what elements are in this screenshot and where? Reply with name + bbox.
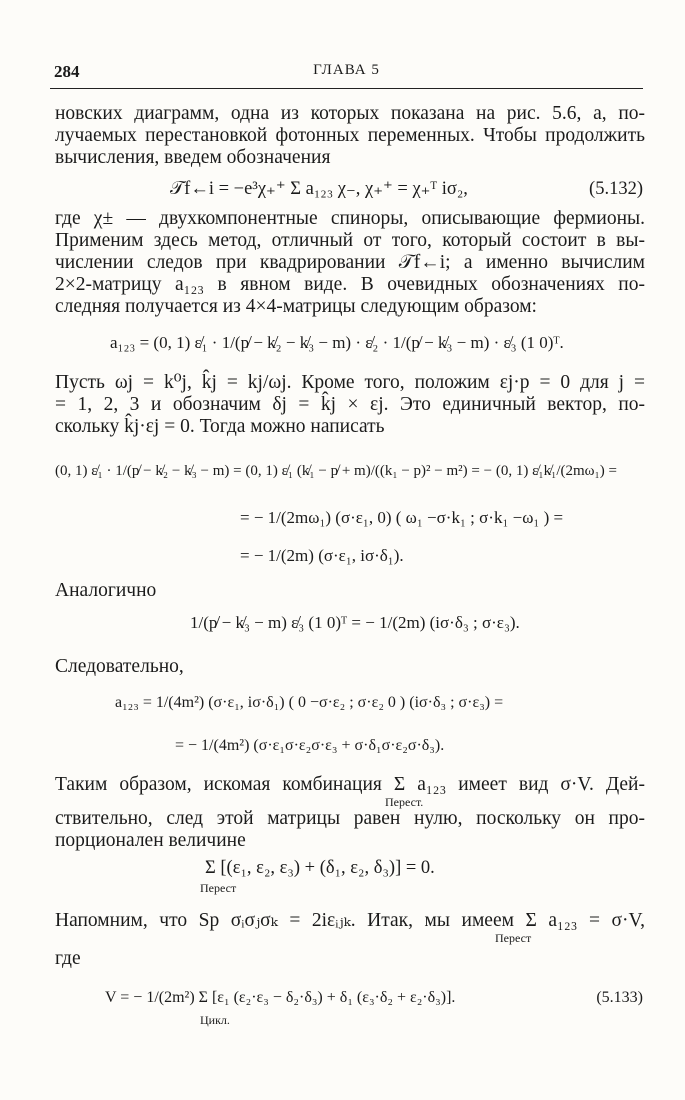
text-line: где bbox=[55, 948, 81, 969]
equation-body: V = − 1/(2m²) Σ [ε₁ (ε₂·ε₃ − δ₂·δ₃) + δ₁ (ε₃·δ₂ + ε₂·δ₃)]. bbox=[105, 989, 456, 1006]
text-line: = 1, 2, 3 и обозначим δj = k̂j × εj. Это единичный вектор, по- bbox=[55, 394, 645, 415]
text-line: порционален величине bbox=[55, 830, 246, 851]
paragraph-5 bbox=[55, 910, 645, 944]
text-line: 2×2-матрицу a₁₂₃ в явном виде. В очевидных обозначениях по- bbox=[55, 274, 645, 295]
equation-body: a₁₂₃ = 1/(4m²) (σ·ε₁, iσ·δ₁) ( 0 −σ·ε₂ ; σ·ε₂ 0 ) (iσ·δ₃ ; σ·ε₃) = bbox=[115, 694, 504, 711]
text-line: лучаемых перестановкой фотонных переменных. Чтобы продолжить bbox=[55, 125, 645, 146]
text-line: Таким образом, искомая комбинация Σ a₁₂₃ имеет вид σ·V. Дей- bbox=[55, 774, 645, 795]
text-line: скольку k̂j·εj = 0. Тогда можно написать bbox=[55, 416, 385, 437]
sum-subscript: Перест bbox=[200, 881, 237, 895]
header-rule bbox=[50, 88, 643, 89]
paragraph-1 bbox=[55, 103, 645, 169]
equation-body: a₁₂₃ = (0, 1) ε̸₁ · 1/(p̸ − k̸₂ − k̸₃ − m) · ε̸₂ · 1/(p̸ − k̸₃ − m) · ε̸₃ (1 0)ᵀ. bbox=[110, 333, 564, 352]
text-line: следняя получается из 4×4-матрицы следующим образом: bbox=[55, 296, 537, 317]
sum-subscript: Перест. bbox=[385, 795, 424, 809]
equation-body: = − 1/(2mω₁) (σ·ε₁, 0) ( ω₁ −σ·k₁ ; σ·k₁ −ω₁ ) = bbox=[240, 508, 564, 527]
text-line: Аналогично bbox=[55, 580, 157, 601]
equation-number: (5.133) bbox=[596, 989, 643, 1006]
text-line: Напомним, что Sp σᵢσⱼσₖ = 2iεᵢⱼₖ. Итак, мы имеем Σ a₁₂₃ = σ·V, bbox=[55, 910, 645, 931]
text-line: где χ± — двухкомпонентные спиноры, описывающие фермионы. bbox=[55, 208, 645, 229]
paragraph-where bbox=[55, 948, 645, 970]
text-line: Пусть ωj = k⁰j, k̂j = kj/ωj. Кроме того, положим εj·p = 0 для j = bbox=[55, 372, 645, 393]
equation-body: (0, 1) ε̸₁ · 1/(p̸ − k̸₂ − k̸₃ − m) = (0, 1) ε̸₁ (k̸₁ − p̸ + m)/((k₁ − p)² − m²) = − (0, 1) ε̸₁k̸₁/(2mω₁) = bbox=[55, 463, 617, 479]
text-line: числении следов при квадрировании 𝒯f←i; а именно вычислим bbox=[55, 252, 645, 273]
paragraph-2 bbox=[55, 208, 645, 318]
running-header bbox=[50, 62, 643, 86]
chapter-title: ГЛАВА 5 bbox=[313, 62, 380, 78]
equation-body: 1/(p̸ − k̸₃ − m) ε̸₃ (1 0)ᵀ = − 1/(2m) (iσ·δ₃ ; σ·ε₃). bbox=[190, 613, 520, 632]
equation-body: = − 1/(4m²) (σ·ε₁σ·ε₂σ·ε₃ + σ·δ₁σ·ε₂σ·δ₃). bbox=[175, 737, 445, 754]
paragraph-4 bbox=[55, 774, 645, 852]
paragraph-analog bbox=[55, 580, 645, 602]
equation-body: = − 1/(2m) (σ·ε₁, iσ·δ₁). bbox=[240, 546, 404, 565]
sum-subscript: Цикл. bbox=[200, 1013, 230, 1027]
paragraph-therefore bbox=[55, 656, 645, 678]
page-number: 284 bbox=[54, 62, 80, 81]
text-line: вычисления, введем обозначения bbox=[55, 147, 331, 168]
paragraph-3 bbox=[55, 372, 645, 438]
text-line: Применим здесь метод, отличный от того, который состоит в вы- bbox=[55, 230, 645, 251]
text-line: новских диаграмм, одна из которых показана на рис. 5.6, а, по- bbox=[55, 103, 645, 124]
sum-subscript: Перест bbox=[495, 931, 532, 945]
text-line: Следовательно, bbox=[55, 656, 184, 677]
text-line: ствительно, след этой матрицы равен нулю, поскольку он про- bbox=[55, 808, 645, 829]
equation-number: (5.132) bbox=[589, 179, 643, 199]
equation-body: Σ [(ε₁, ε₂, ε₃) + (δ₁, ε₂, δ₃)] = 0. bbox=[205, 858, 435, 878]
equation-body: 𝒯f←i = −e³χ₊⁺ Σ a₁₂₃ χ₋, χ₊⁺ = χ₊ᵀ iσ₂, bbox=[170, 179, 468, 199]
